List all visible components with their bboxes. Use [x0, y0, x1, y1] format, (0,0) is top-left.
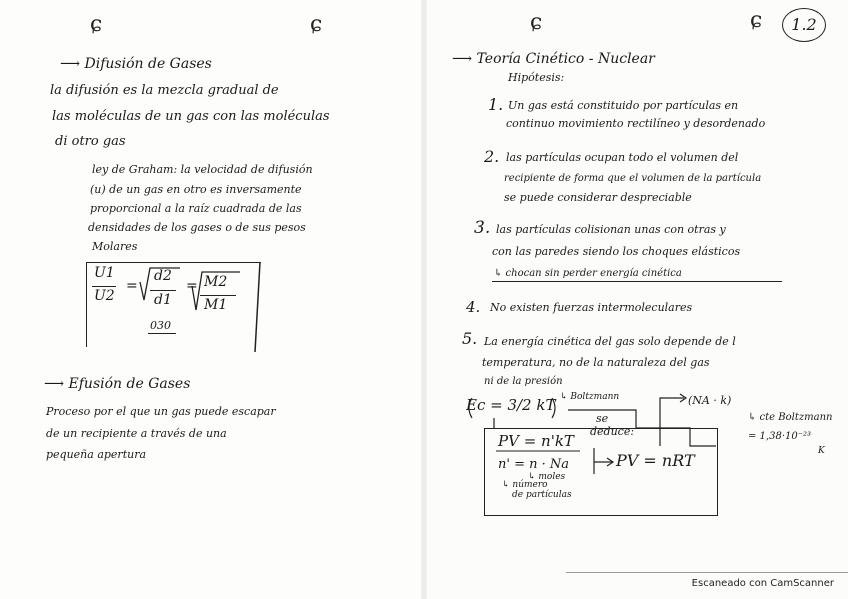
item-5-line-2: temperatura, no de la naturaleza del gas [482, 356, 710, 369]
page-number-badge: 1.2 [782, 8, 826, 42]
item-3-line-3: ↳ chocan sin perder energía cinética [494, 268, 682, 279]
n-prime-formula: n' = n · Na [498, 457, 569, 472]
binder-hole-icon: ɕ [750, 8, 763, 33]
section-title-efusion: ⟶ Efusión de Gases [44, 376, 191, 392]
na-k-label: (NA · k) [688, 394, 732, 407]
num-particles-line-2: de partículas [512, 490, 572, 500]
formula-frac-line [92, 286, 116, 287]
item-number: 4. [466, 298, 481, 316]
section-title-difusion: ⟶ Difusión de Gases [60, 56, 212, 72]
item-1-line-1: Un gas está constituido por partículas en [508, 99, 739, 112]
page-fold [421, 0, 427, 599]
formula-note-underline [148, 333, 176, 334]
graham-law-line-2: (u) de un gas en otro es inversamente [90, 183, 302, 196]
arrow-bullet-icon: ⟶ [44, 376, 69, 392]
difusion-line-3: di otro gas [55, 134, 126, 149]
section-title-teoria: ⟶ Teoría Cinético - Nuclear [452, 51, 655, 67]
formula-d1: d1 [154, 292, 172, 308]
boltzmann-const-unit: K [818, 446, 825, 456]
item-4-line-1: No existen fuerzas intermoleculares [490, 301, 693, 314]
moles-label: ↳ moles [528, 472, 566, 482]
boltzmann-const-label: ↳ cte Boltzmann [748, 412, 833, 423]
scan-edge [566, 572, 848, 573]
item-number: 5. [462, 329, 478, 348]
graham-law-line-4: densidades de los gases o de sus pesos [88, 221, 306, 234]
se-deduce-line-1: se [596, 412, 609, 425]
item-2-line-3: se puede considerar despreciable [504, 191, 692, 204]
difusion-line-2: las moléculas de un gas con las moléculas [52, 109, 330, 124]
arrow-bullet-icon: ⟶ [60, 56, 85, 72]
formula-d2: d2 [154, 268, 172, 284]
item-5-line-1: La energía cinética del gas solo depende de l [484, 335, 736, 348]
item-number: 2. [484, 147, 500, 166]
pv-nkt-formula: PV = n'kT [498, 432, 574, 450]
item-3-line-1: las partículas colisionan unas con otras y [496, 223, 726, 236]
formula-note: 030 [150, 319, 171, 332]
item-5-line-3: ni de la presión [484, 376, 563, 387]
formula-u1: U1 [94, 265, 115, 281]
formula-frac-line [200, 295, 236, 296]
item-1-line-2: continuo movimiento rectilíneo y desordenado [506, 117, 766, 130]
formula-m2: M2 [204, 274, 228, 290]
formula-u2: U2 [94, 288, 115, 304]
formula-frac-line [150, 290, 176, 291]
item-3-underline [492, 281, 782, 282]
item-number: 1. [488, 95, 504, 114]
boltzmann-label: ↳ Boltzmann [560, 392, 620, 402]
binder-hole-icon: ɕ [310, 12, 323, 37]
kinetic-energy-formula: Ec = 3/2 kT [466, 396, 556, 414]
arrow-bullet-icon: ⟶ [452, 51, 477, 67]
difusion-line-1: la difusión es la mezcla gradual de [50, 83, 279, 98]
binder-hole-icon: ɕ [90, 12, 103, 37]
item-2-line-2: recipiente de forma que el volumen de la partícula [504, 173, 762, 184]
formula-equals-2: = [186, 278, 198, 294]
efusion-line-3: pequeña apertura [46, 448, 147, 461]
item-3-line-2: con las paredes siendo los choques elásticos [492, 245, 741, 258]
efusion-line-1: Proceso por el que un gas puede escapar [46, 405, 276, 418]
item-2-line-1: las partículas ocupan todo el volumen del [506, 151, 739, 164]
pv-nrt-formula: PV = nRT [616, 451, 695, 470]
graham-law-line-3: proporcional a la raíz cuadrada de las [90, 202, 302, 215]
efusion-line-2: de un recipiente a través de una [46, 427, 227, 440]
graham-law-line-1: ley de Graham: la velocidad de difusión [92, 163, 313, 176]
graham-law-line-5: Molares [92, 240, 138, 253]
item-number: 3. [474, 218, 491, 238]
boltzmann-const-value: = 1,38·10⁻²³ [748, 431, 812, 442]
hipotesis-subtitle: Hipótesis: [508, 71, 565, 84]
binder-hole-icon: ɕ [530, 10, 543, 35]
se-deduce-line-2: deduce: [590, 425, 635, 438]
formula-equals-1: = [126, 278, 138, 294]
scanner-watermark: Escaneado con CamScanner [691, 578, 834, 589]
num-particles-line-1: ↳ número [502, 480, 548, 490]
formula-m1: M1 [204, 297, 228, 313]
